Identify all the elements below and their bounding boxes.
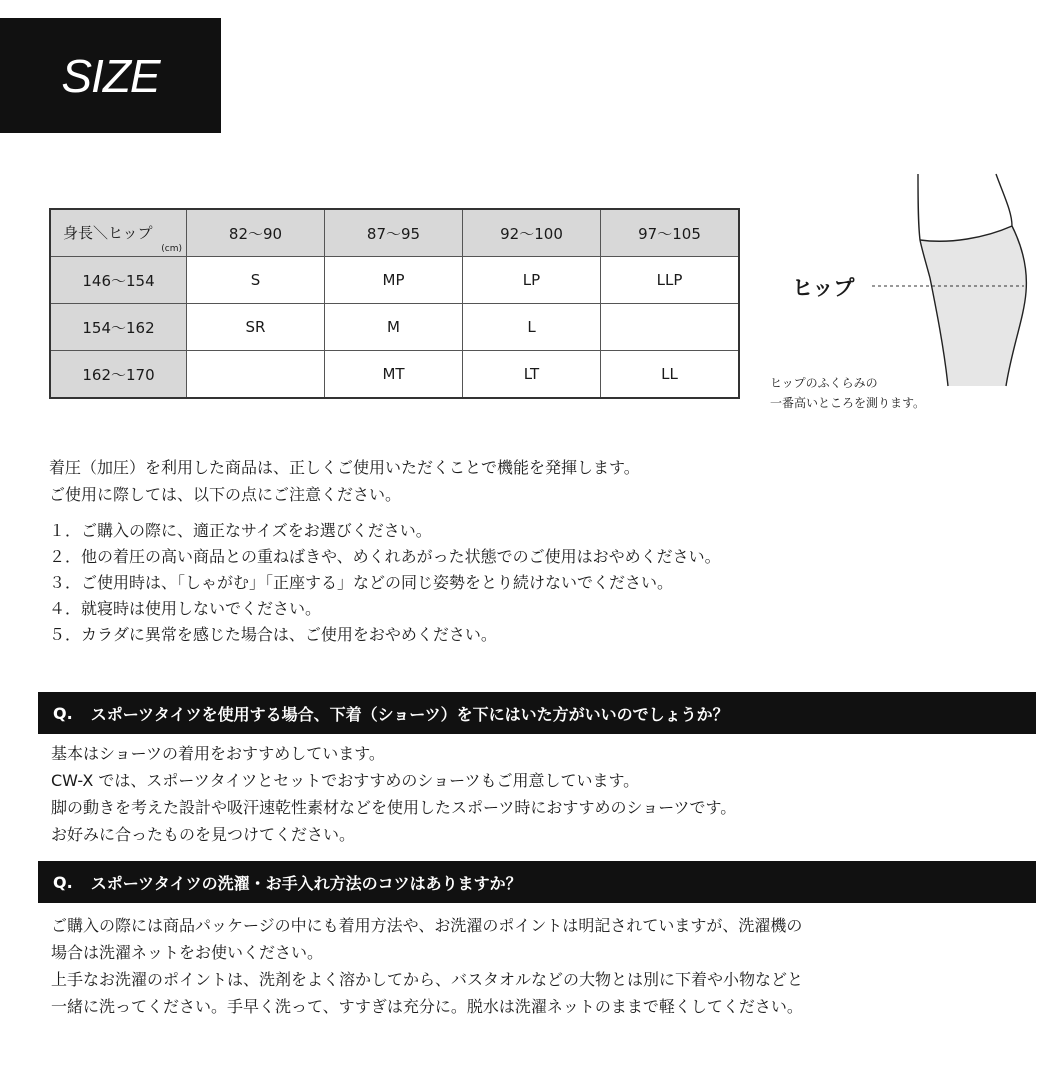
size-cell: S [187, 257, 325, 304]
size-cell: LT [463, 351, 601, 399]
size-chart-table [49, 208, 740, 399]
notice-item: ５．カラダに異常を感じた場合は、ご使用をおやめください。 [49, 625, 497, 644]
hip-note-line: 一番高いところを測ります。 [770, 396, 926, 410]
size-cell: L [463, 304, 601, 351]
faq-question-bar [38, 692, 1036, 734]
faq-answer-line: 脚の動きを考えた設計や吸汗速乾性素材などを使用したスポーツ時におすすめのショーツです。 [51, 798, 737, 817]
faq-answer-line: ご購入の際には商品パッケージの中にも着用方法や、お洗濯のポイントは明記されていますが、洗濯機の [51, 916, 803, 935]
notice-item: ２．他の着圧の高い商品との重ねばきや、めくれあがった状態でのご使用はおやめください。 [49, 547, 721, 566]
table-row [50, 304, 739, 351]
size-cell: SR [187, 304, 325, 351]
faq-answer-line: 基本はショーツの着用をおすすめしています。 [51, 744, 385, 763]
hip-column-header: 82〜90 [187, 209, 325, 257]
hip-measurement-figure [760, 168, 1030, 418]
faq-answer-line: 上手なお洗濯のポイントは、洗剤をよく溶かしてから、バスタオルなどの大物とは別に下着や小物などと [51, 970, 804, 989]
notice-item: １．ご購入の際に、適正なサイズをお選びください。 [49, 521, 432, 540]
q-mark: Q. [53, 872, 73, 892]
size-cell: M [325, 304, 463, 351]
hip-column-header: 97〜105 [601, 209, 740, 257]
notice-intro [49, 454, 1009, 508]
height-row-header: 146〜154 [50, 257, 187, 304]
faq-answer [51, 912, 1011, 1020]
size-header [0, 18, 221, 133]
faq-answer-line: お好みに合ったものを見つけてください。 [51, 825, 356, 844]
faq-answer-line: 場合は洗濯ネットをお使いください。 [51, 943, 324, 962]
size-cell: MT [325, 351, 463, 399]
table-corner-cell [50, 209, 187, 257]
faq-answer-line: CW-X では、スポーツタイツとセットでおすすめのショーツもご用意しています。 [51, 771, 640, 790]
notice-intro-line: 着圧（加圧）を利用した商品は、正しくご使用いただくことで機能を発揮します。 [49, 458, 640, 477]
table-row [50, 257, 739, 304]
usage-notice [49, 454, 1009, 648]
page-title: SIZE [61, 49, 160, 102]
hip-measure-note [770, 373, 925, 413]
faq-question: スポーツタイツの洗濯・お手入れ方法のコツはありますか？ [90, 873, 522, 893]
faq-answer [51, 740, 1011, 848]
size-cell: MP [325, 257, 463, 304]
size-cell: LP [463, 257, 601, 304]
faq-answer-line: 一緒に洗ってください。手早く洗って、すすぎは充分に。脱水は洗濯ネットのままで軽くしてください。 [51, 997, 803, 1016]
size-cell: LLP [601, 257, 740, 304]
height-row-header: 162〜170 [50, 351, 187, 399]
corner-unit: (cm) [161, 244, 182, 254]
q-mark: Q. [53, 703, 73, 723]
size-cell [601, 304, 740, 351]
notice-item: ３．ご使用時は、「しゃがむ」「正座する」などの同じ姿勢をとり続けないでください。 [49, 573, 674, 592]
hip-column-header: 87〜95 [325, 209, 463, 257]
size-cell [187, 351, 325, 399]
notice-intro-line: ご使用に際しては、以下の点にご注意ください。 [49, 485, 402, 504]
faq-question-bar [38, 861, 1036, 903]
size-cell: LL [601, 351, 740, 399]
faq-question: スポーツタイツを使用する場合、下着（ショーツ）を下にはいた方がいいのでしょうか？ [90, 704, 729, 724]
notice-item: ４．就寝時は使用しないでください。 [49, 599, 322, 618]
hip-label: ヒップ [792, 276, 855, 300]
hip-note-line: ヒップのふくらみの [770, 376, 878, 390]
table-row [50, 351, 739, 399]
corner-label: 身長＼ヒップ [63, 224, 153, 242]
height-row-header: 154〜162 [50, 304, 187, 351]
table-header-row [50, 209, 739, 257]
hip-column-header: 92〜100 [463, 209, 601, 257]
